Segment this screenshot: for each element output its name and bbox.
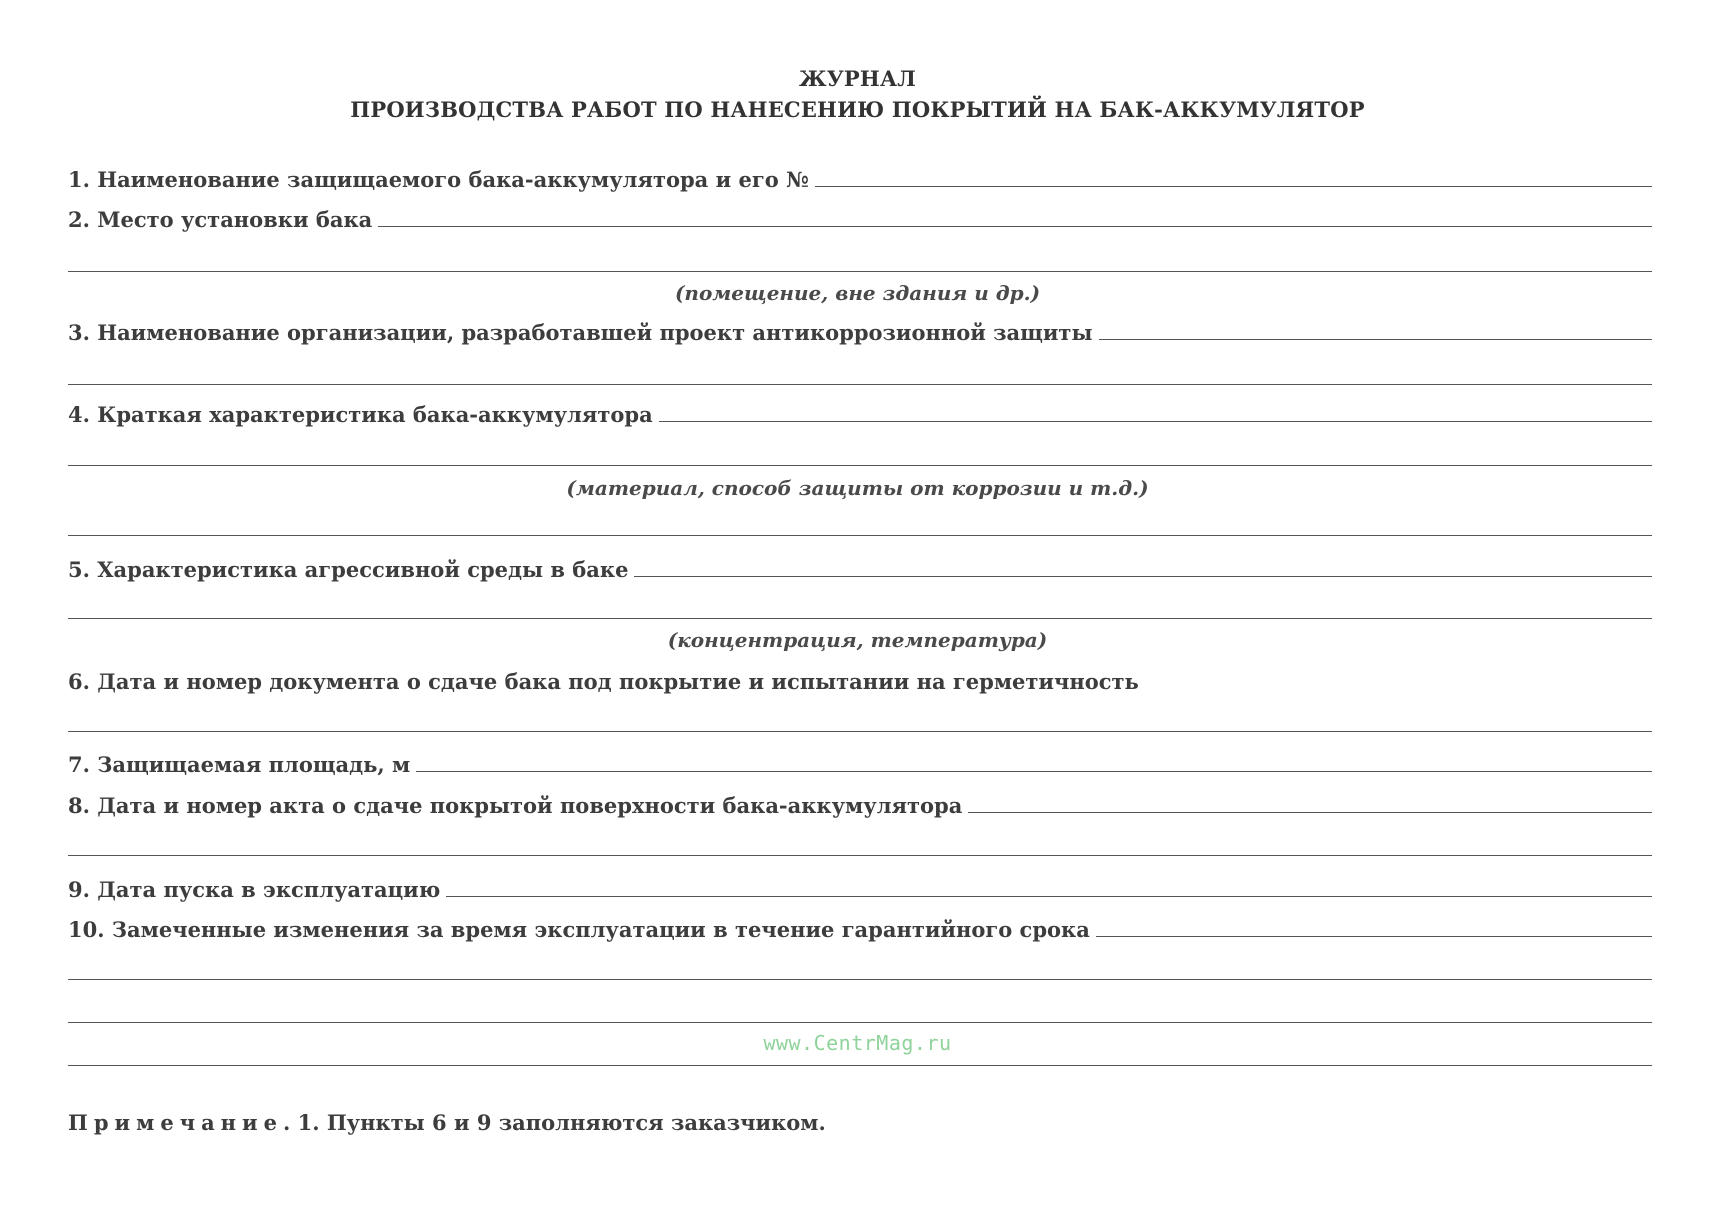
field-input-line-5[interactable]: [634, 576, 1652, 577]
field-input-line-8[interactable]: [968, 812, 1652, 813]
field-label-3: 3. Наименование организации, разработавшей проект антикоррозионной защиты: [68, 320, 1093, 345]
field-row-3: [68, 316, 1652, 346]
hint-tank: (материал, способ защиты от коррозии и т.д.): [566, 476, 1149, 500]
field-input-line-9[interactable]: [446, 896, 1652, 897]
field-row-4: [68, 398, 1652, 428]
field-input-line-10[interactable]: [1096, 936, 1652, 937]
field-input-line-3-continued[interactable]: [68, 384, 1652, 385]
field-input-line-10-continued-3[interactable]: [68, 1065, 1652, 1066]
field-input-line-2-continued[interactable]: [68, 271, 1652, 272]
field-input-line-4[interactable]: [659, 421, 1652, 422]
field-input-line-4-extra[interactable]: [68, 535, 1652, 536]
document-title: ЖУРНАЛ: [798, 66, 917, 91]
field-row-1: [68, 163, 1652, 193]
field-input-line-6[interactable]: [68, 731, 1652, 732]
document-subtitle: ПРОИЗВОДСТВА РАБОТ ПО НАНЕСЕНИЮ ПОКРЫТИЙ НА БАК-АККУМУЛЯТОР: [350, 97, 1365, 122]
field-row-2: [68, 203, 1652, 233]
hint-place: (помещение, вне здания и др.): [674, 281, 1041, 305]
field-row-5: [68, 553, 1652, 583]
field-input-line-8-continued[interactable]: [68, 855, 1652, 856]
footnote-text: . 1. Пункты 6 и 9 заполняются заказчиком.: [282, 1110, 826, 1135]
field-row-10: [68, 913, 1652, 943]
field-input-line-2[interactable]: [378, 226, 1652, 227]
field-row-9: [68, 873, 1652, 903]
field-label-8: 8. Дата и номер акта о сдаче покрытой поверхности бака-аккумулятора: [68, 793, 963, 818]
field-label-10: 10. Замеченные изменения за время эксплуатации в течение гарантийного срока: [68, 917, 1090, 942]
hint-medium: (концентрация, температура): [667, 628, 1048, 652]
field-label-7: 7. Защищаемая площадь, м: [68, 752, 411, 777]
field-input-line-10-continued-1[interactable]: [68, 979, 1652, 980]
field-label-2: 2. Место установки бака: [68, 207, 373, 232]
field-label-4: 4. Краткая характеристика бака-аккумулятора: [68, 402, 653, 427]
watermark-text: www.CentrMag.ru: [763, 1031, 952, 1055]
field-input-line-1[interactable]: [815, 186, 1652, 187]
footnote-prefix: Примечание: [68, 1110, 283, 1135]
field-label-9: 9. Дата пуска в эксплуатацию: [68, 877, 441, 902]
field-input-line-4-continued[interactable]: [68, 465, 1652, 466]
field-input-line-3[interactable]: [1099, 339, 1653, 340]
footnote: [68, 1110, 826, 1135]
field-row-6: [68, 665, 1652, 695]
field-row-7: [68, 748, 1652, 778]
field-label-1: 1. Наименование защищаемого бака-аккумулятора и его №: [68, 167, 809, 192]
field-label-6: 6. Дата и номер документа о сдаче бака под покрытие и испытании на герметичность: [68, 669, 1139, 694]
field-label-5: 5. Характеристика агрессивной среды в баке: [68, 557, 629, 582]
field-row-8: [68, 789, 1652, 819]
field-input-line-10-continued-2[interactable]: [68, 1022, 1652, 1023]
field-input-line-7[interactable]: [416, 771, 1652, 772]
field-input-line-5-continued[interactable]: [68, 618, 1652, 619]
